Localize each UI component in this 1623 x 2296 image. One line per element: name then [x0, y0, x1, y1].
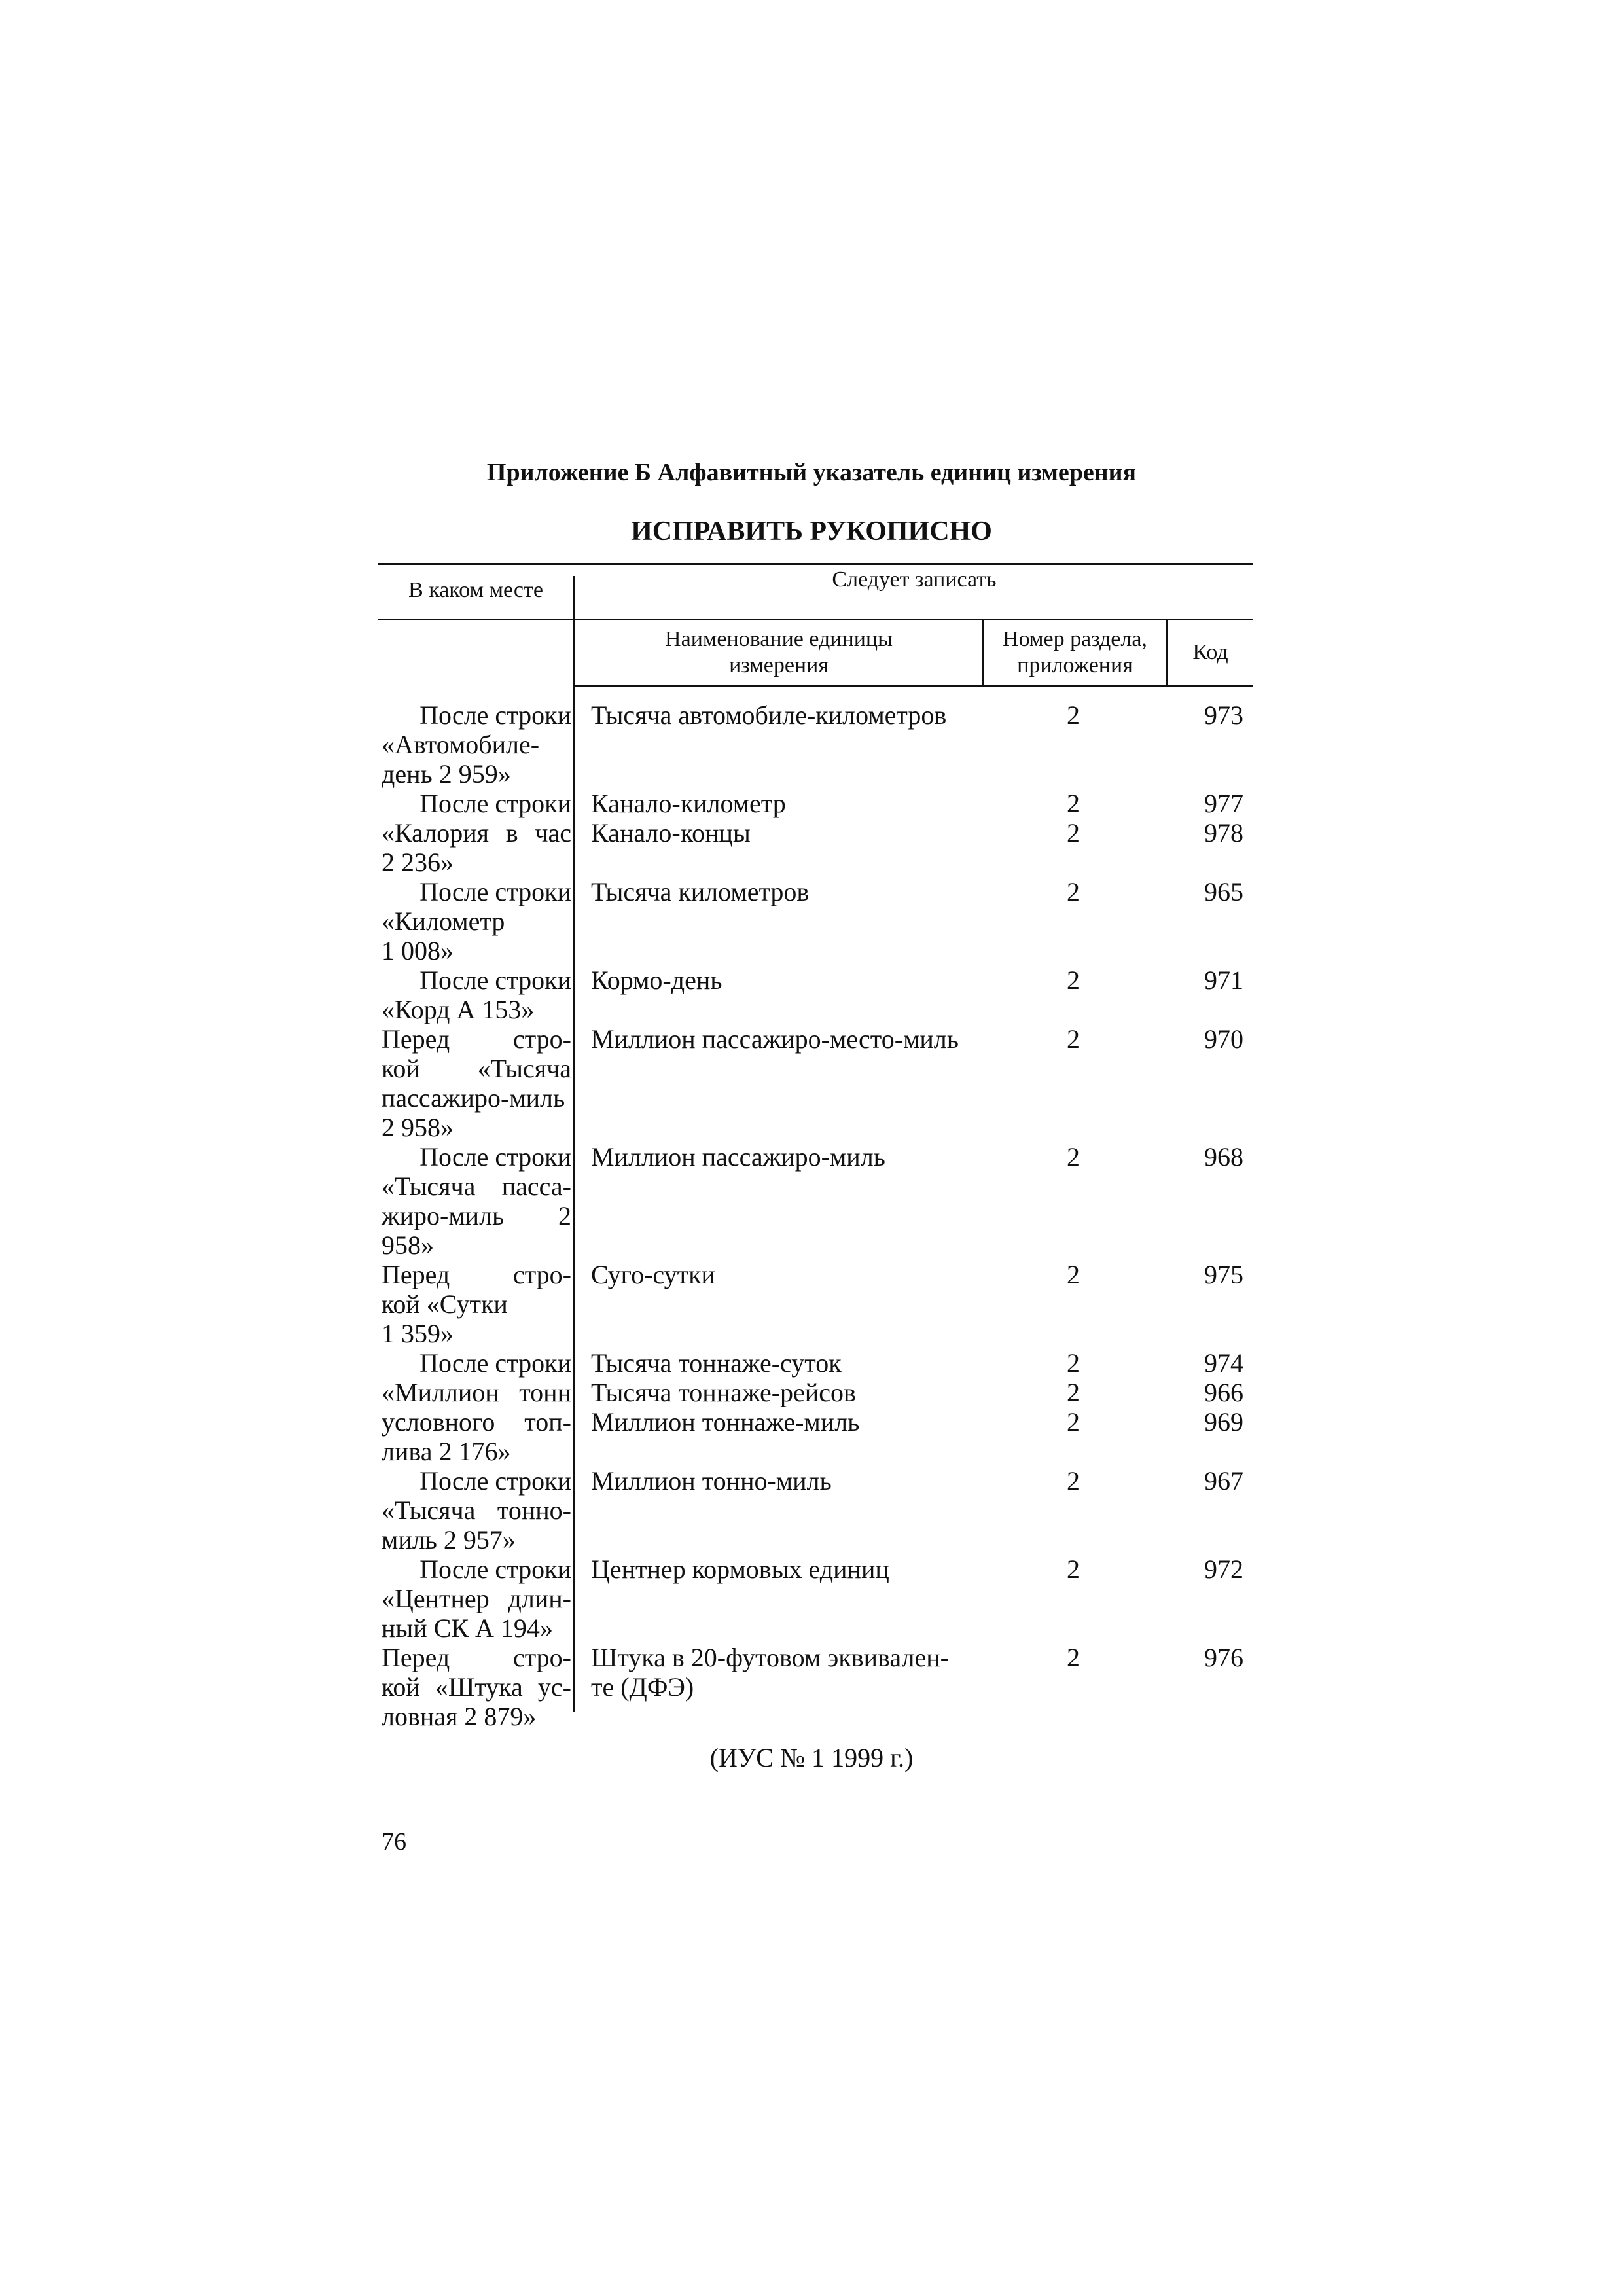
unit-entry: Канало-километр 2 977 — [591, 789, 1243, 818]
correction-notice: ИСПРАВИТЬ РУКОПИСНО — [631, 516, 992, 547]
unit-entry: Миллион пассажиро-место-миль 2 970 — [591, 1024, 1243, 1054]
place-cell: После строки «Автомобиле- день 2 959» — [382, 700, 571, 789]
header-place: В каком месте — [408, 578, 543, 602]
header-section-number: Номер раздела, приложения — [1003, 627, 1147, 677]
place-cell: После строки «Миллион тонн условного топ- лива 2 176» — [382, 1348, 571, 1466]
header-unit-name: Наименование единицы измерения — [665, 627, 893, 677]
place-cell: После строки «Корд А 153» — [382, 965, 571, 1024]
unit-entry: Тысяча тоннаже-суток 2 974 — [591, 1348, 1243, 1378]
place-cell: Перед стро- кой «Штука ус- ловная 2 879» — [382, 1643, 571, 1731]
unit-entry: те (ДФЭ) — [591, 1672, 694, 1702]
unit-entry: Миллион тоннаже-миль 2 969 — [591, 1407, 1243, 1437]
header-code: Код — [1192, 640, 1228, 664]
unit-entry: Центнер кормовых единиц 2 972 — [591, 1554, 1243, 1584]
unit-entry: Миллион тонно-миль 2 967 — [591, 1466, 1243, 1496]
amendment-reference: (ИУС № 1 1999 г.) — [709, 1743, 914, 1772]
header-bottom-rule — [575, 685, 1253, 687]
unit-entry: Канало-концы 2 978 — [591, 818, 1243, 848]
appendix-heading: Приложение Б Алфавитный указатель единиц измерения — [486, 459, 1137, 486]
place-cell: Перед стро- кой «Сутки 1 359» — [382, 1260, 571, 1348]
unit-entry: Штука в 20-футовом эквивален- 2 976 — [591, 1643, 1243, 1672]
unit-entry: Тысяча автомобиле-километров 2 973 — [591, 700, 1243, 730]
place-cell: После строки «Калория в час 2 236» — [382, 789, 571, 877]
place-cell: Перед стро- кой «Тысяча пассажиро-миль 2 958» — [382, 1024, 571, 1142]
unit-entry: Суго-сутки 2 975 — [591, 1260, 1243, 1289]
place-cell: После строки «Тысяча тонно- миль 2 957» — [382, 1466, 571, 1554]
header-divider-rule — [575, 619, 1253, 620]
table-top-rule — [378, 563, 1253, 565]
place-cell: После строки «Тысяча пасса- жиро-миль 2 958» — [382, 1142, 571, 1260]
header-write: Следует записать — [832, 567, 997, 592]
place-cell: После строки «Километр 1 008» — [382, 877, 571, 965]
header-bottom-rule-left — [378, 619, 575, 620]
unit-entry: Кормо-день 2 971 — [591, 965, 1243, 995]
unit-entry: Миллион пассажиро-миль 2 968 — [591, 1142, 1243, 1172]
unit-entry: Тысяча тоннаже-рейсов 2 966 — [591, 1378, 1243, 1407]
unit-entry: Тысяча километров 2 965 — [591, 877, 1243, 906]
place-cell: После строки «Центнер длин- ный СК А 194» — [382, 1554, 571, 1643]
page-number: 76 — [382, 1828, 406, 1856]
